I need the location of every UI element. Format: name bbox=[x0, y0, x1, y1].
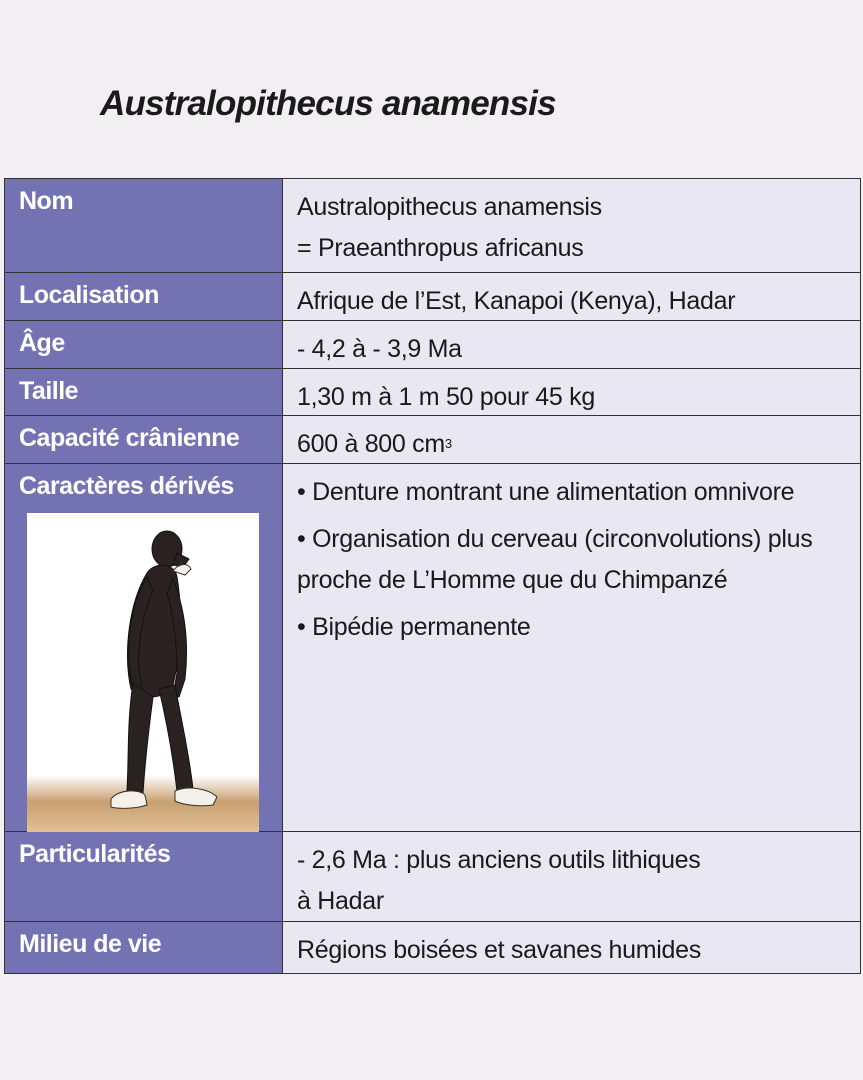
value-line bbox=[297, 424, 854, 465]
australopithecus-illustration bbox=[27, 513, 259, 835]
fact-table bbox=[4, 178, 861, 974]
label-cell bbox=[5, 832, 283, 921]
label-cell bbox=[5, 369, 283, 415]
row-label: Capacité crânienne bbox=[19, 424, 240, 452]
row-value bbox=[297, 377, 854, 418]
row-label: Caractères dérivés bbox=[19, 472, 234, 500]
value-cell bbox=[283, 464, 860, 831]
row-value bbox=[297, 424, 854, 465]
page-title: Australopithecus anamensis bbox=[100, 84, 556, 123]
row-label: Localisation bbox=[19, 281, 159, 309]
label-cell bbox=[5, 922, 283, 973]
row-label: Taille bbox=[19, 377, 79, 405]
row-milieu-de-vie bbox=[5, 922, 860, 973]
row-capacite-cranienne bbox=[5, 416, 860, 464]
row-caracteres-derives bbox=[5, 464, 860, 832]
row-value bbox=[297, 930, 854, 971]
label-cell bbox=[5, 464, 283, 831]
value-line: - 4,2 à - 3,9 Ma bbox=[297, 335, 462, 363]
superscript: 3 bbox=[444, 436, 452, 451]
list-item: • Bipédie permanente bbox=[297, 613, 531, 641]
row-localisation bbox=[5, 273, 860, 321]
value-cell bbox=[283, 416, 860, 463]
value-line: Australopithecus anamensis bbox=[297, 193, 602, 221]
value-cell bbox=[283, 179, 860, 272]
row-label: Particularités bbox=[19, 840, 171, 868]
australopithecus-figure-icon bbox=[27, 513, 259, 835]
value-line: - 2,6 Ma : plus anciens outils lithiques bbox=[297, 846, 701, 874]
value-line: à Hadar bbox=[297, 887, 384, 915]
row-particularites bbox=[5, 832, 860, 922]
value-line: = Praeanthropus africanus bbox=[297, 234, 584, 262]
list-item: • Organisation du cerveau (circonvolutions) plus proche de L’Homme que du Chimpanzé bbox=[297, 525, 813, 594]
value-line: Afrique de l’Est, Kanapoi (Kenya), Hadar bbox=[297, 287, 736, 315]
row-label: Âge bbox=[19, 329, 65, 357]
value-line: Régions boisées et savanes humides bbox=[297, 936, 701, 964]
row-value bbox=[297, 329, 854, 370]
row-value bbox=[297, 281, 854, 322]
row-value bbox=[297, 187, 854, 269]
row-age bbox=[5, 321, 860, 369]
row-value bbox=[297, 472, 854, 654]
label-cell bbox=[5, 416, 283, 463]
row-label: Nom bbox=[19, 187, 74, 215]
value-cell bbox=[283, 922, 860, 973]
label-cell bbox=[5, 321, 283, 368]
label-cell bbox=[5, 273, 283, 320]
row-value bbox=[297, 840, 854, 922]
row-taille bbox=[5, 369, 860, 416]
label-cell bbox=[5, 179, 283, 272]
value-cell bbox=[283, 369, 860, 415]
row-label: Milieu de vie bbox=[19, 930, 162, 958]
value-line: 1,30 m à 1 m 50 pour 45 kg bbox=[297, 383, 595, 411]
derived-traits-list bbox=[297, 472, 854, 648]
value-cell bbox=[283, 321, 860, 368]
list-item: • Denture montrant une alimentation omnivore bbox=[297, 478, 795, 506]
value-cell bbox=[283, 273, 860, 320]
row-nom bbox=[5, 179, 860, 273]
value-text: 600 à 800 cm bbox=[297, 430, 445, 458]
value-cell bbox=[283, 832, 860, 921]
